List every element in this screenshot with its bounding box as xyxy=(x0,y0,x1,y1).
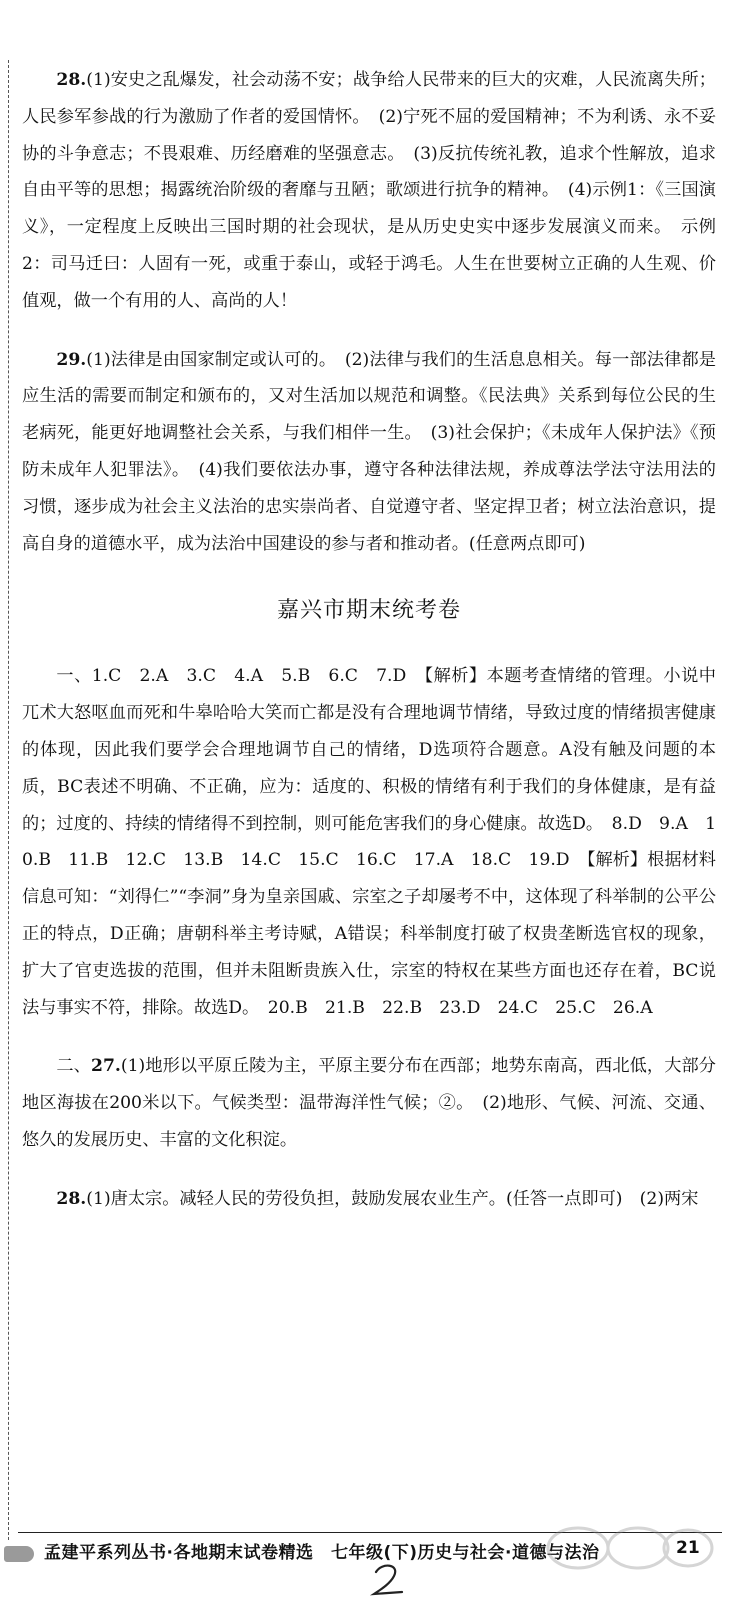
watermark-logo xyxy=(538,1520,718,1590)
answer-text: (1)唐太宗。减轻人民的劳役负担，鼓励发展农业生产。(任答一点即可) (2)两宋 xyxy=(86,1188,699,1209)
question-number: 28. xyxy=(56,1188,87,1209)
section-title: 嘉兴市期末统考卷 xyxy=(276,598,461,624)
answers-part-two xyxy=(22,1048,716,1158)
corner-tab-mark xyxy=(4,1546,34,1562)
question-number: 29. xyxy=(56,349,87,370)
page-number: 21 xyxy=(676,1538,700,1558)
answer-28-second xyxy=(22,1181,716,1218)
answer-text: (1)地形以平原丘陵为主，平原主要分布在西部；地势东南高，西北低，大部分地区海拔在200米以下。气候类型：温带海洋性气候；②。 (2)地形、气候、河流、交通、悠久的发展历史、丰富的文化积淀。 xyxy=(22,1056,716,1150)
part-prefix: 一、 xyxy=(56,666,92,687)
page-content xyxy=(22,62,716,1218)
handwritten-page-mark xyxy=(368,1562,408,1598)
answers-part-one xyxy=(22,658,716,1026)
binding-line xyxy=(8,60,9,1540)
series-title: 孟建平系列丛书·各地期末试卷精选 七年级(下)历史与社会·道德与法治 xyxy=(44,1543,600,1563)
question-number: 28. xyxy=(56,70,87,90)
answer-28 xyxy=(22,62,716,320)
part-prefix: 二、 xyxy=(56,1056,91,1077)
answer-text: (1)安史之乱爆发，社会动荡不安；战争给人民带来的巨大的灾难，人民流离失所；人民参军参战的行为激励了作者的爱国情怀。 (2)宁死不屈的爱国精神；不为利诱、永不妥协的斗争意志；不畏艰难、历经磨难的坚强意志。 (3)反抗传统礼教，追求个性解放，追求自由平等的思想；揭露统治阶级的奢靡与丑陋；歌颂进行抗争的精神。 (4)示例1：《三国演义》，一定程度上反映出三国时期的社会现状，是从历史史实中逐步发展演义而来。 示例2：司马迁曰：人固有一死，或重于泰山，或轻于鸿毛。人生在世要树立正确的人生观、价值观，做一个有用的人、高尚的人！ xyxy=(22,70,716,311)
answer-text: 1.C 2.A 3.C 4.A 5.B 6.C 7.D 【解析】本题考查情绪的管理。小说中兀术大怒呕血而死和牛皋哈哈大笑而亡都是没有合理地调节情绪，导致过度的情绪损害健康的体现，因此我们要学会合理地调节自己的情绪，D选项符合题意。A没有触及问题的本质，BC表述不明确、不正确，应为：适度的、积极的情绪有利于我们的身体健康，是有益的；过度的、持续的情绪得不到控制，则可能危害我们的身心健康。故选D。 8.D 9.A 10.B 11.B 12.C 13.B 14.C 15.C 16.C 17.A 18.C 19.D 【解析】根据材料信息可知：“刘得仁”“李洞”身为皇亲国戚、宗室之子却屡考不中，这体现了科举制的公平公正的特点，D正确；唐朝科举主考诗赋，A错误；科举制度打破了权贵垄断选官权的现象，扩大了官吏选拔的范围，但并未阻断贵族入仕，宗室的特权在某些方面也还存在着，BC说法与事实不符，排除。故选D。 20.B 21.B 22.B 23.D 24.C 25.C 26.A xyxy=(22,666,716,1018)
answer-text: (1)法律是由国家制定或认可的。 (2)法律与我们的生活息息相关。每一部法律都是应生活的需要而制定和颁布的，又对生活加以规范和调整。《民法典》关系到每位公民的生老病死，能更好地调整社会关系，与我们相伴一生。 (3)社会保护；《未成年人保护法》《预防未成年人犯罪法》。 (4)我们要依法办事，遵守各种法律法规，养成尊法学法守法用法的习惯，逐步成为社会主义法治的忠实崇尚者、自觉遵守者、坚定捍卫者；树立法治意识，提高自身的道德水平，成为法治中国建设的参与者和推动者。(任意两点即可) xyxy=(22,349,716,554)
answer-29 xyxy=(22,342,716,563)
question-number: 27. xyxy=(90,1056,121,1077)
